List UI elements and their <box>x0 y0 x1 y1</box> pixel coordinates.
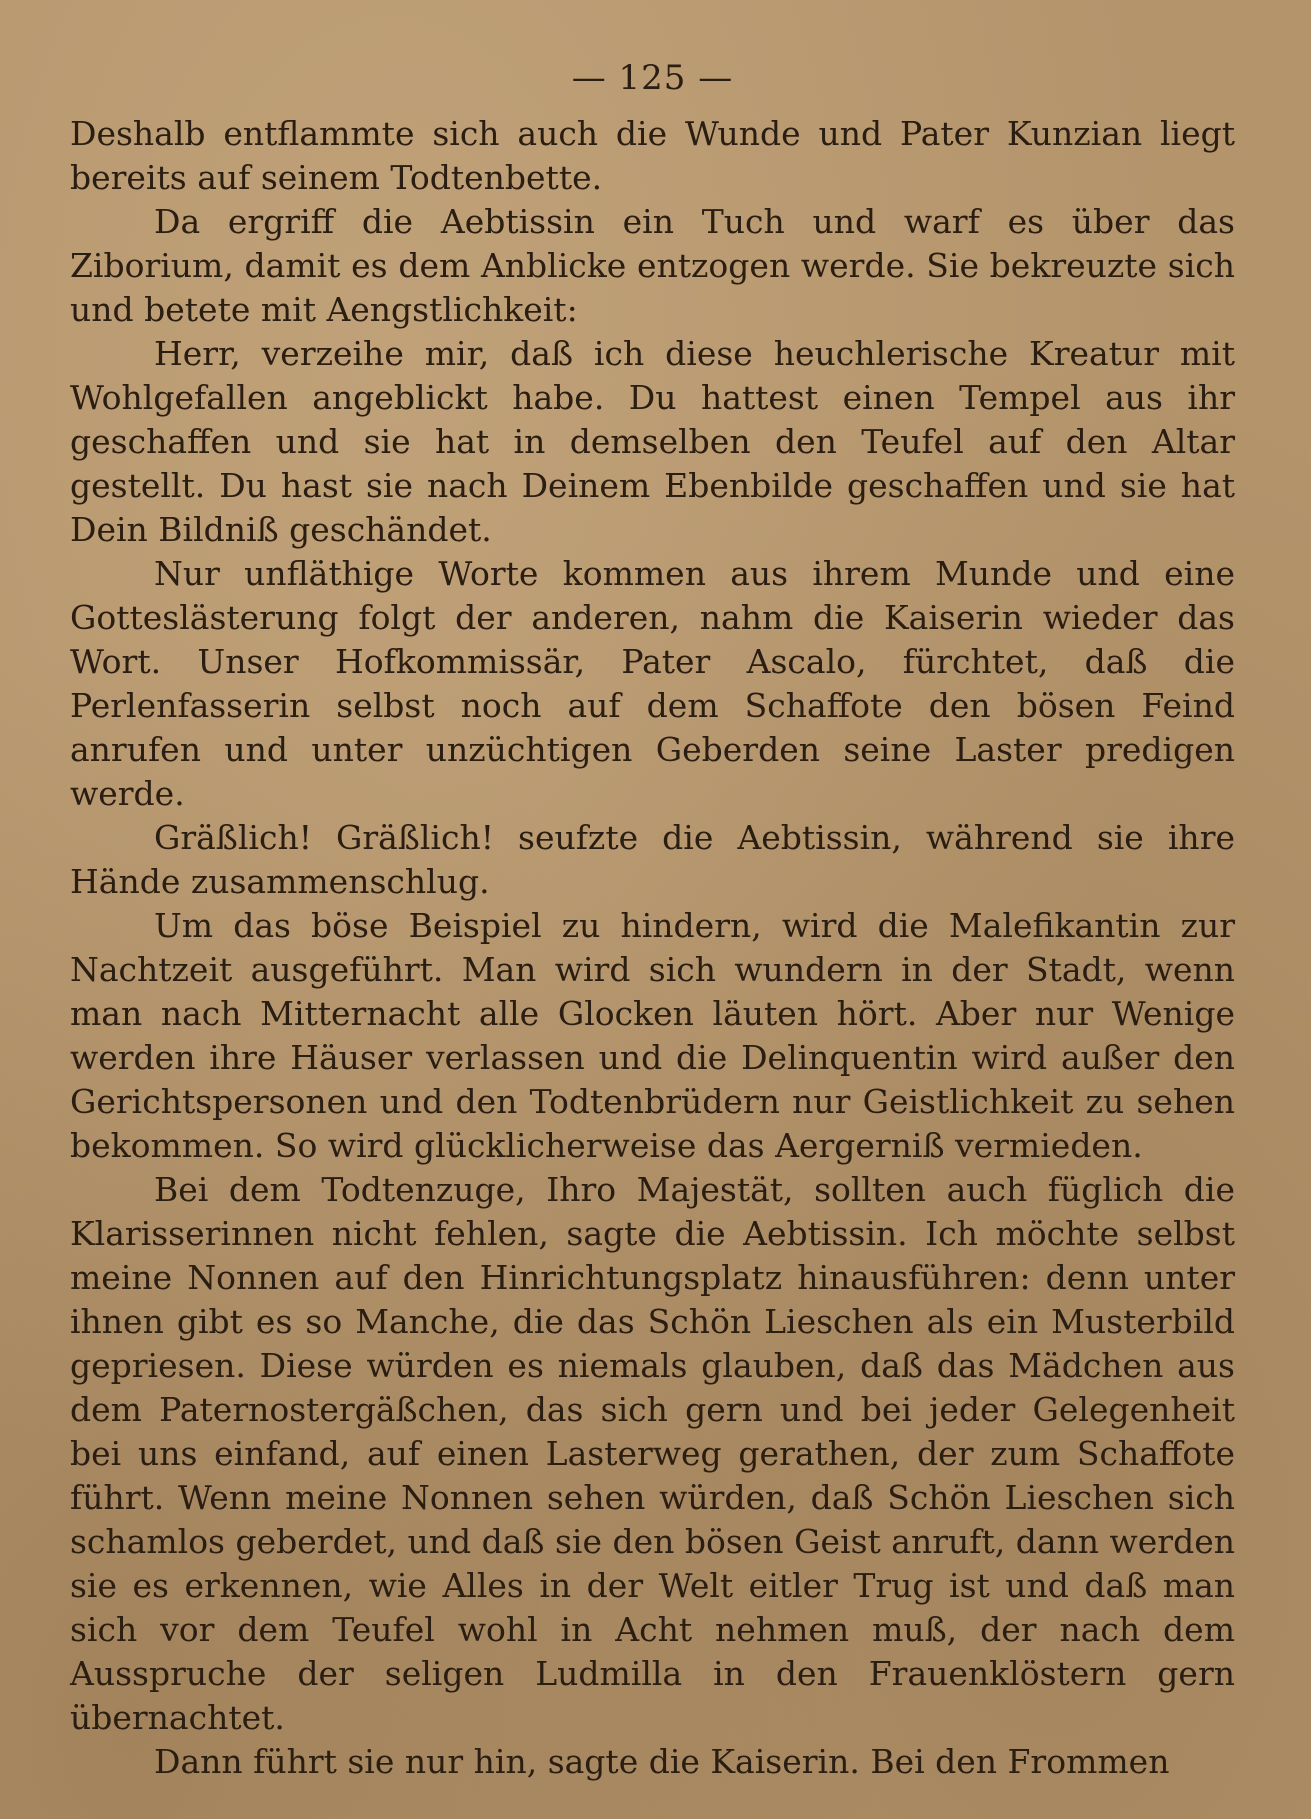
paragraph: Nur unfläthige Worte kommen aus ihrem Munde und eine Gotteslästerung folgt der anderen, nahm die Kaiserin wieder das Wort. Unser Hofkommissär, Pater Ascalo, fürchtet, daß die Perlenfasserin selbst noch auf dem Schaffote den bösen Feind anrufen und unter unzüchtigen Geberden seine Laster predigen werde. <box>70 554 1235 813</box>
paragraph: Deshalb entflammte sich auch die Wunde und Pater Kunzian liegt bereits auf seinem Todtenbette. <box>70 114 1235 197</box>
paragraph: Bei dem Todtenzuge, Ihro Majestät, sollten auch füglich die Klarisserinnen nicht fehlen, sagte die Aebtissin. Ich möchte selbst meine Nonnen auf den Hinrichtungsplatz hinausführen: denn unter ihnen gibt es so Manche, die das Schön Lieschen als ein Musterbild gepriesen. Diese würden es niemals glauben, daß das Mädchen aus dem Paternostergäßchen, das sich gern und bei jeder Gelegenheit bei uns einfand, auf einen Lasterweg gerathen, der zum Schaffote führt. Wenn meine Nonnen sehen würden, daß Schön Lieschen sich schamlos geberdet, und daß sie den bösen Geist anruft, dann werden sie es erkennen, wie Alles in der Welt eitler Trug ist und daß man sich vor dem Teufel wohl in Acht nehmen muß, der nach dem Ausspruche der seligen Ludmilla in den Frauenklöstern gern übernachtet. <box>70 1170 1235 1737</box>
paragraph: Dann führt sie nur hin, sagte die Kaiserin. Bei den Frommen <box>154 1742 1170 1781</box>
paragraph: Um das böse Beispiel zu hindern, wird die Malefikantin zur Nachtzeit ausgeführt. Man wird sich wundern in der Stadt, wenn man nach Mitternacht alle Glocken läuten hört. Aber nur Wenige werden ihre Häuser verlassen und die Delinquentin wird außer den Gerichtspersonen und den Todtenbrüdern nur Geistlichkeit zu sehen bekommen. So wird glücklicherweise das Aergerniß vermieden. <box>70 906 1235 1165</box>
paragraph: Herr, verzeihe mir, daß ich diese heuchlerische Kreatur mit Wohlgefallen angeblickt habe. Du hattest einen Tempel aus ihr geschaffen und sie hat in demselben den Teufel auf den Altar gestellt. Du hast sie nach Deinem Ebenbilde geschaffen und sie hat Dein Bildniß geschändet. <box>70 334 1235 549</box>
page-body <box>70 112 1235 1784</box>
paragraph: Gräßlich! Gräßlich! seufzte die Aebtissin, während sie ihre Hände zusammenschlug. <box>70 818 1235 901</box>
page-number: — 125 — <box>571 58 734 98</box>
paragraph: Da ergriff die Aebtissin ein Tuch und warf es über das Ziborium, damit es dem Anblicke entzogen werde. Sie bekreuzte sich und betete mit Aengstlichkeit: <box>70 202 1235 329</box>
